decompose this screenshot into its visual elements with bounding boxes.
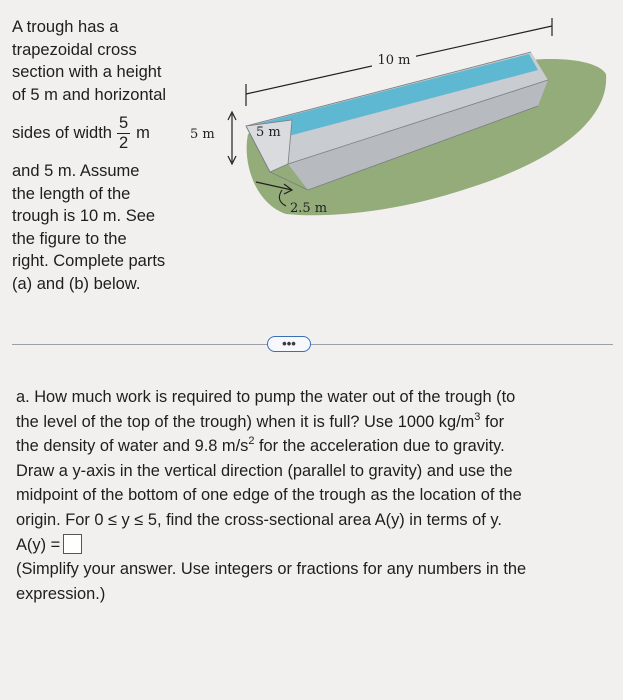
height-label: 5 m	[190, 127, 215, 142]
section-divider	[12, 344, 613, 345]
gravity-text: the density of water and 9.8 m/s	[16, 437, 249, 456]
problem-line: the figure to the	[12, 229, 127, 248]
top-width-label: 5 m	[256, 125, 281, 140]
problem-line: trapezoidal cross	[12, 40, 137, 59]
problem-line: right. Complete parts	[12, 252, 166, 270]
instruction-line: (Simplify your answer. Use integers or fractions for any numbers in the	[16, 560, 527, 579]
answer-line	[16, 533, 608, 558]
trough-figure	[186, 14, 611, 244]
width-fraction	[117, 114, 130, 153]
part-a-line	[16, 434, 608, 459]
width-fraction-line	[12, 106, 197, 160]
part-a-line: midpoint of the bottom of one edge of the trough as the location of the	[16, 486, 522, 505]
instruction-line: expression.)	[16, 584, 106, 603]
gravity-suffix: for the acceleration due to gravity.	[254, 437, 505, 456]
part-a-line	[16, 410, 608, 435]
part-a-line: a. How much work is required to pump the water out of the trough (to	[16, 388, 516, 406]
problem-line: of 5 m and horizontal	[12, 85, 167, 104]
part-a	[16, 385, 608, 606]
problem-line: (a) and (b) below.	[12, 274, 141, 293]
cube-exponent: 3	[474, 410, 481, 423]
bottom-width-label: 2.5 m	[290, 201, 328, 216]
problem-statement	[12, 16, 197, 295]
answer-label: A(y) =	[16, 535, 61, 554]
expand-more-button[interactable]: •••	[267, 336, 311, 352]
length-label: 10 m	[377, 53, 411, 68]
part-a-line: Draw a y-axis in the vertical direction (parallel to gravity) and use the	[16, 461, 513, 480]
width-unit: m	[136, 123, 150, 142]
density-suffix: for	[480, 412, 505, 431]
width-prefix: sides of width	[12, 123, 112, 142]
square-exponent: 2	[248, 435, 255, 448]
answer-input[interactable]	[63, 534, 82, 554]
problem-line: section with a height	[12, 63, 162, 81]
part-a-line: origin. For 0 ≤ y ≤ 5, find the cross-sectional area A(y) in terms of y.	[16, 510, 502, 529]
problem-line: A trough has a	[12, 18, 119, 36]
density-text: the level of the top of the trough) when it is full? Use 1000 kg/m	[16, 412, 475, 431]
problem-line: trough is 10 m. See	[12, 207, 156, 225]
fraction-numerator: 5	[118, 113, 129, 132]
fraction-denominator: 2	[118, 133, 129, 152]
problem-line: and 5 m. Assume	[12, 162, 140, 180]
problem-line: the length of the	[12, 184, 131, 203]
